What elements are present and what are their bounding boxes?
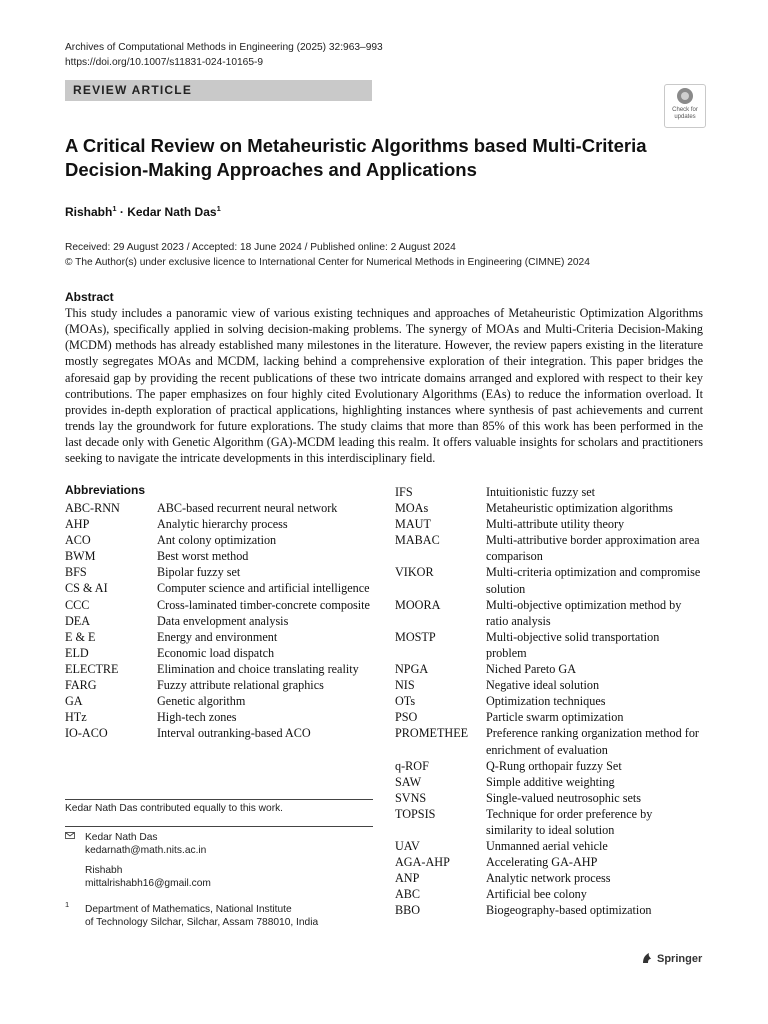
- abbreviation-row: [395, 564, 710, 596]
- abbreviation-definition: Computer science and artificial intelligence: [157, 581, 370, 596]
- abstract-text: This study includes a panoramic view of various existing techniques and approaches of Metaheuristic Optimization Algorithms (MOAs), specifically applied in solving decision-making problems. The synergy of MOAs and Multi-Criteria Decision-Making (MCDM) methods has already established many milestones in the literature. However, the review papers existing in the literature mostly segregates MOAs and MCDM, lacking behind a comprehensive exploration of their integration. This paper bridges the aforesaid gap by providing the recent publications of these two intricate domains arranged and explored with respect to their key contributions. The paper emphasizes on four highly cited Evolutionary Algorithms (EAs) to reduce the information overload. It provides in-depth exploration of practical applications, highlighting instances where synthesis of past achievements and current trends lay the groundwork for future explorations. The study claims that more than 85% of this work has been performed in the last decade only with Genetic Algorithm (GA)-MCDM leading this realm. It offers valuable insights for scholars and practitioners seeking to navigate the intricate developments in this interdisciplinary field.: [65, 306, 703, 466]
- abbreviation-term: MAUT: [395, 517, 431, 532]
- abbreviation-definition: Simple additive weighting: [486, 774, 615, 789]
- abbreviation-row: [65, 645, 385, 661]
- abbreviation-row: [395, 677, 710, 693]
- abbreviation-term: MOAs: [395, 501, 429, 516]
- abbreviation-row: [395, 500, 710, 516]
- abbreviation-term: MOSTP: [395, 629, 436, 644]
- article-type-label: REVIEW ARTICLE: [73, 83, 193, 97]
- abbreviation-row: [395, 597, 710, 629]
- envelope-icon: [65, 832, 75, 839]
- abbreviation-definition: Negative ideal solution: [486, 678, 600, 693]
- abbreviation-definition: Cross-laminated timber-concrete composite: [157, 597, 370, 612]
- abbreviation-definition: Q-Rung orthopair fuzzy Set: [486, 758, 622, 773]
- article-type-banner: [65, 80, 372, 101]
- abbreviation-term: OTs: [395, 694, 416, 709]
- abbreviation-term: MABAC: [395, 533, 440, 548]
- abbreviation-definition: Ant colony optimization: [157, 533, 277, 548]
- abbreviation-row: [395, 693, 710, 709]
- abbreviation-term: NPGA: [395, 662, 429, 677]
- abbreviation-row: [65, 661, 385, 677]
- abbreviation-row: [395, 806, 710, 838]
- abbreviations-list-left: [65, 500, 385, 741]
- abbreviation-definition: Interval outranking-based ACO: [157, 726, 311, 741]
- abbreviation-definition: Intuitionistic fuzzy set: [486, 485, 595, 499]
- abbreviation-term: SAW: [395, 774, 422, 789]
- abbreviation-definition: Fuzzy attribute relational graphics: [157, 678, 324, 693]
- springer-horse-icon: [641, 952, 653, 964]
- abbreviation-term: ANP: [395, 871, 420, 886]
- abbreviation-row: [395, 709, 710, 725]
- affiliation-marker: 1: [216, 204, 221, 213]
- author-name[interactable]: Rishabh: [65, 205, 113, 219]
- abbreviation-term: VIKOR: [395, 565, 434, 580]
- abbreviation-definition: Artificial bee colony: [486, 887, 587, 902]
- abbreviation-row: [395, 790, 710, 806]
- abbreviation-definition: Analytic network process: [486, 871, 611, 886]
- abbreviation-row: [395, 516, 710, 532]
- abbreviation-row: [65, 548, 385, 564]
- abbreviation-row: [395, 838, 710, 854]
- abbreviation-definition: Multi-objective solid transportation problem: [486, 629, 660, 660]
- abbreviation-definition: Best worst method: [157, 549, 249, 564]
- abbreviation-definition: High-tech zones: [157, 710, 237, 725]
- doi-link[interactable]: https://doi.org/10.1007/s11831-024-10165-9: [65, 56, 264, 68]
- abbreviation-definition: Biogeography-based optimization: [486, 903, 652, 918]
- abbreviation-row: [65, 709, 385, 725]
- abbreviation-definition: Multi-attributive border approximation area comparison: [486, 533, 700, 564]
- abbreviation-definition: Preference ranking organization method for enrichment of evaluation: [486, 726, 699, 757]
- abbreviation-term: IFS: [395, 485, 413, 499]
- abbreviation-term: UAV: [395, 839, 420, 854]
- badge-line-1: Check for: [672, 107, 698, 113]
- abbreviation-definition: ABC-based recurrent neural network: [157, 501, 338, 515]
- abbreviation-row: [395, 886, 710, 902]
- second-author-name: Rishabh: [85, 865, 123, 876]
- abbreviation-definition: Niched Pareto GA: [486, 662, 577, 677]
- abbreviation-row: [65, 725, 385, 741]
- abbreviation-definition: Elimination and choice translating reality: [157, 661, 359, 676]
- abbreviation-term: BFS: [65, 565, 87, 580]
- abbreviation-row: [65, 564, 385, 580]
- abbreviation-row: [65, 629, 385, 645]
- abbreviation-row: [395, 758, 710, 774]
- abbreviation-definition: Particle swarm optimization: [486, 710, 624, 725]
- abbreviation-definition: Metaheuristic optimization algorithms: [486, 501, 673, 516]
- abbreviation-definition: Energy and environment: [157, 629, 278, 644]
- abbreviation-definition: Technique for order preference by similarity to ideal solution: [486, 806, 653, 837]
- abbreviation-row: [65, 500, 385, 516]
- abbreviation-row: [65, 580, 385, 596]
- corresponding-author-email[interactable]: kedarnath@math.nits.ac.in: [85, 845, 207, 856]
- contribution-note: Kedar Nath Das contributed equally to this work.: [65, 803, 284, 814]
- footnote-divider: [65, 826, 373, 827]
- abbreviation-definition: Multi-objective optimization method by ratio analysis: [486, 597, 682, 628]
- badge-line-2: updates: [674, 113, 696, 120]
- abbreviation-definition: Analytic hierarchy process: [157, 517, 288, 532]
- abbreviation-term: E & E: [65, 629, 96, 644]
- abbreviation-definition: Unmanned aerial vehicle: [486, 839, 608, 854]
- publication-dates: [65, 241, 590, 270]
- affiliation-line: Department of Mathematics, National Institute: [85, 904, 292, 915]
- abbreviation-term: GA: [65, 694, 83, 709]
- abbreviation-row: [395, 484, 710, 500]
- abbreviation-term: PSO: [395, 710, 418, 725]
- affiliation-line: of Technology Silchar, Silchar, Assam 788010, India: [85, 917, 319, 928]
- abbreviation-definition: Data envelopment analysis: [157, 613, 289, 628]
- publisher-name: Springer: [657, 953, 703, 965]
- abbreviation-row: [395, 870, 710, 886]
- abbreviation-term: ELECTRE: [65, 661, 119, 676]
- article-title: A Critical Review on Metaheuristic Algorithms based Multi-Criteria Decision-Making Approaches and Applications: [65, 135, 647, 180]
- second-author-email[interactable]: mittalrishabh16@gmail.com: [85, 878, 211, 889]
- abbreviation-term: q-ROF: [395, 758, 429, 773]
- abbreviation-term: DEA: [65, 613, 91, 628]
- abbreviation-term: ABC: [395, 887, 421, 902]
- abbreviation-definition: Economic load dispatch: [157, 645, 275, 660]
- abbreviation-row: [395, 629, 710, 661]
- abbreviation-term: SVNS: [395, 790, 427, 805]
- journal-info: [65, 41, 383, 70]
- abbreviation-term: HTz: [65, 710, 87, 725]
- abbreviation-term: CS & AI: [65, 581, 108, 596]
- abbreviation-term: ACO: [65, 533, 91, 548]
- abbreviation-term: MOORA: [395, 597, 441, 612]
- check-updates-icon: [677, 88, 693, 104]
- abbreviation-row: [395, 532, 710, 564]
- author-separator: ·: [116, 205, 128, 219]
- corresponding-author-name: Kedar Nath Das: [85, 832, 158, 843]
- abbreviation-row: [395, 774, 710, 790]
- author-list: [65, 204, 221, 219]
- second-author-contact: [85, 864, 211, 890]
- abbreviation-row: [65, 532, 385, 548]
- author-name[interactable]: Kedar Nath Das: [127, 205, 217, 219]
- footnote-divider: [65, 799, 373, 800]
- abbreviation-row: [65, 677, 385, 693]
- abbreviation-row: [395, 902, 710, 918]
- abbreviation-row: [395, 854, 710, 870]
- abbreviation-term: TOPSIS: [395, 806, 436, 821]
- abbreviation-term: BBO: [395, 903, 421, 918]
- abbreviation-row: [65, 613, 385, 629]
- affiliation: [85, 903, 318, 929]
- abbreviation-term: ELD: [65, 645, 89, 660]
- journal-citation: Archives of Computational Methods in Engineering (2025) 32:963–993: [65, 42, 383, 53]
- abbreviations-list-right: [395, 484, 710, 919]
- affiliation-marker: 1: [112, 204, 117, 213]
- abbreviation-definition: Bipolar fuzzy set: [157, 565, 241, 580]
- corresponding-author: [85, 831, 206, 857]
- abbreviation-term: AGA-AHP: [395, 855, 450, 870]
- abbreviation-term: ABC-RNN: [65, 501, 120, 515]
- abbreviation-definition: Optimization techniques: [486, 694, 606, 709]
- abbreviation-term: CCC: [65, 597, 90, 612]
- abbreviation-term: BWM: [65, 549, 96, 564]
- copyright-line: © The Author(s) under exclusive licence to International Center for Numerical Methods in Engineering (CIMNE) 2024: [65, 256, 590, 268]
- history-dates: Received: 29 August 2023 / Accepted: 18 June 2024 / Published online: 2 August 2024: [65, 242, 456, 253]
- abbreviation-row: [395, 725, 710, 757]
- abstract-heading: Abstract: [65, 290, 114, 304]
- publisher-logo: [641, 952, 702, 965]
- abbreviation-definition: Multi-criteria optimization and compromise solution: [486, 565, 701, 596]
- abbreviation-definition: Single-valued neutrosophic sets: [486, 790, 642, 805]
- abbreviation-term: IO-ACO: [65, 726, 108, 741]
- abbreviation-term: NIS: [395, 678, 415, 693]
- abbreviation-definition: Multi-attribute utility theory: [486, 517, 625, 532]
- abbreviation-term: PROMETHEE: [395, 726, 469, 741]
- abbreviation-row: [65, 516, 385, 532]
- abbreviation-row: [395, 661, 710, 677]
- abbreviation-definition: Genetic algorithm: [157, 694, 246, 709]
- affiliation-number: 1: [65, 900, 70, 909]
- check-for-updates-badge[interactable]: [664, 84, 706, 128]
- abbreviation-row: [65, 597, 385, 613]
- abbreviation-definition: Accelerating GA-AHP: [486, 855, 598, 870]
- abbreviations-heading: Abbreviations: [65, 483, 146, 497]
- abbreviation-row: [65, 693, 385, 709]
- abbreviation-term: FARG: [65, 678, 97, 693]
- abbreviation-term: AHP: [65, 517, 90, 532]
